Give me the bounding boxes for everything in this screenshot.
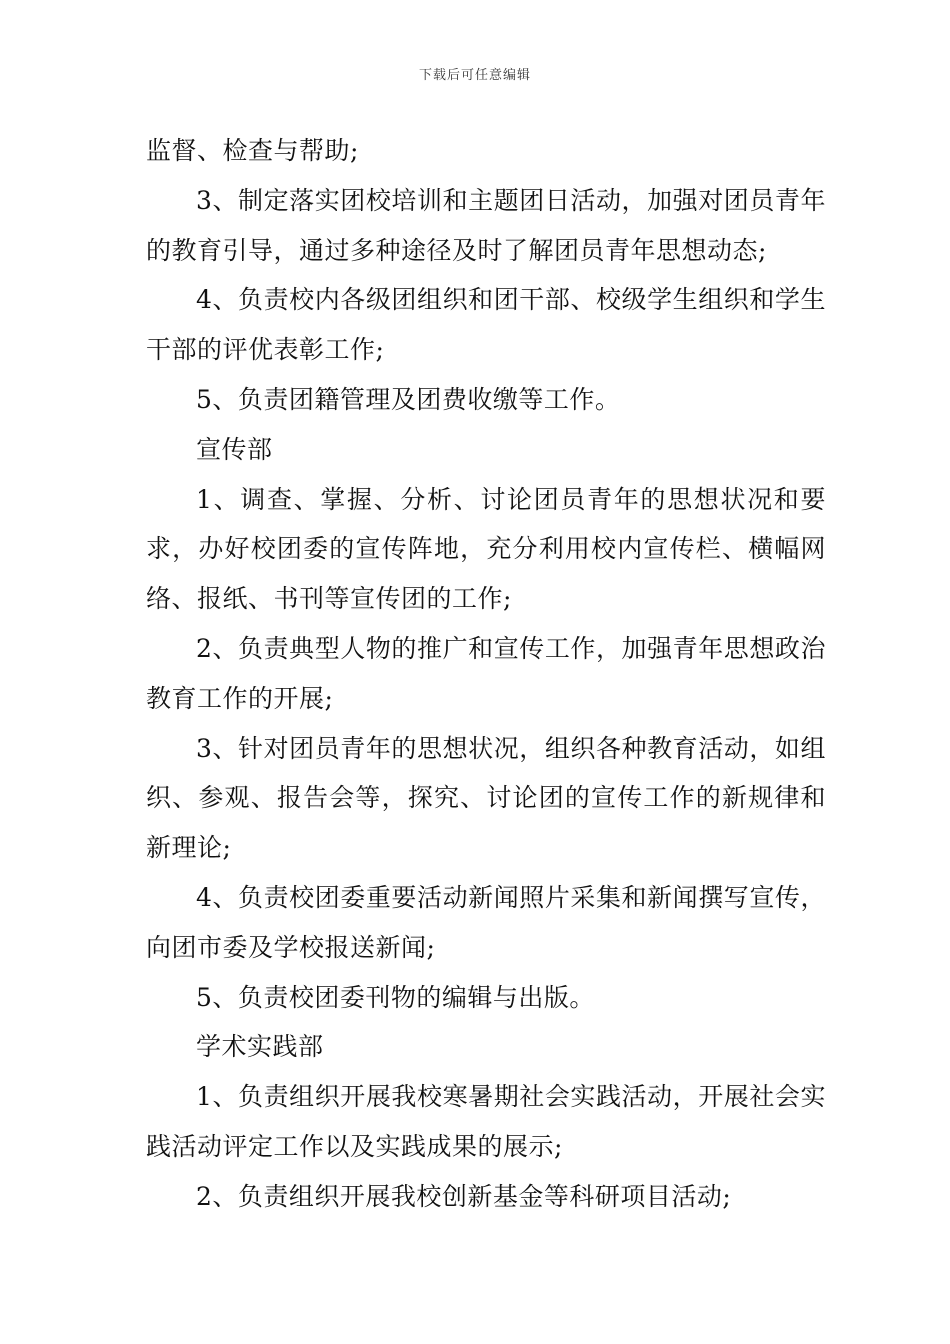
paragraph: 3、针对团员青年的思想状况，组织各种教育活动，如组织、参观、报告会等，探究、讨论团的宣传工作的新规律和新理论; (146, 733, 826, 863)
paragraph: 2、负责组织开展我校创新基金等科研项目活动; (196, 1181, 732, 1211)
section-heading: 宣传部 (196, 434, 273, 464)
page-header: 下载后可任意编辑 (418, 68, 531, 83)
paragraph: 5、负责团籍管理及团费收缴等工作。 (196, 384, 621, 414)
paragraph: 3、制定落实团校培训和主题团日活动，加强对团员青年的教育引导，通过多种途径及时了解团员青年思想动态; (146, 185, 826, 265)
paragraph: 4、负责校内各级团组织和团干部、校级学生组织和学生干部的评优表彰工作; (146, 285, 826, 365)
paragraph: 1、负责组织开展我校寒暑期社会实践活动，开展社会实践活动评定工作以及实践成果的展示; (146, 1082, 826, 1161)
paragraph: 4、负责校团委重要活动新闻照片采集和新闻撰写宣传，向团市委及学校报送新闻; (146, 882, 826, 962)
document-body (146, 126, 826, 1222)
paragraph: 2、负责典型人物的推广和宣传工作，加强青年思想政治教育工作的开展; (146, 633, 826, 713)
paragraph: 5、负责校团委刊物的编辑与出版。 (196, 982, 595, 1012)
paragraph: 监督、检查与帮助; (146, 136, 359, 165)
paragraph: 1、调查、掌握、分析、讨论团员青年的思想状况和要求，办好校团委的宣传阵地，充分利用校内宣传栏、横幅网络、报纸、书刊等宣传团的工作; (146, 484, 826, 614)
section-heading: 学术实践部 (196, 1032, 324, 1062)
